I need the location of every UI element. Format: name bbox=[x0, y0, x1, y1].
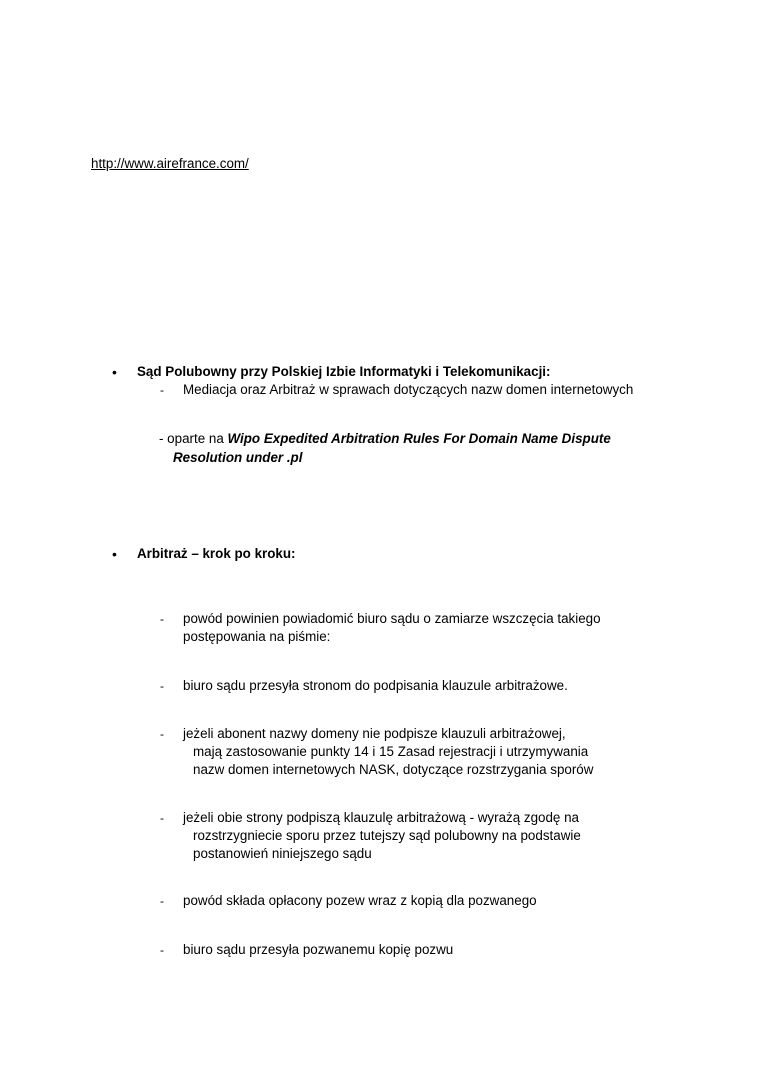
step-1-line-2: postępowania na piśmie: bbox=[183, 629, 331, 644]
item-mediacja: Mediacja oraz Arbitraż w sprawach dotyczących nazw domen internetowych bbox=[183, 382, 634, 397]
basis-rules-title-cont: Resolution under .pl bbox=[173, 450, 303, 465]
step-4-line-1: jeżeli obie strony podpiszą klauzulę arbitrażową - wyrażą zgodę na bbox=[183, 810, 579, 825]
heading-sad-polubowny: Sąd Polubowny przy Polskiej Izbie Informatyki i Telekomunikacji: bbox=[137, 364, 551, 379]
step-2-line-1: biuro sądu przesyła stronom do podpisania klauzule arbitrażowe. bbox=[183, 678, 568, 693]
basis-prefix: - oparte na bbox=[159, 431, 224, 446]
step-4-dash: - bbox=[160, 811, 164, 825]
airfrance-link[interactable]: http://www.airefrance.com/ bbox=[91, 156, 249, 171]
bullet-arbitraz: • bbox=[112, 546, 117, 562]
step-6-dash: - bbox=[160, 943, 164, 957]
bullet-sad-polubowny: • bbox=[112, 364, 117, 380]
basis-line-1 bbox=[159, 429, 611, 448]
step-1-line-1: powód powinien powiadomić biuro sądu o zamiarze wszczęcia takiego bbox=[183, 611, 601, 626]
basis-rules-title: Wipo Expedited Arbitration Rules For Domain Name Dispute bbox=[227, 431, 611, 446]
step-3-line-2: mają zastosowanie punkty 14 i 15 Zasad rejestracji i utrzymywania bbox=[193, 744, 589, 759]
heading-arbitraz: Arbitraż – krok po kroku: bbox=[137, 546, 296, 561]
step-3-line-1: jeżeli abonent nazwy domeny nie podpisze klauzuli arbitrażowej, bbox=[183, 726, 566, 741]
step-3-line-3: nazw domen internetowych NASK, dotyczące rozstrzygania sporów bbox=[193, 762, 594, 777]
step-2-dash: - bbox=[160, 679, 164, 693]
step-3-dash: - bbox=[160, 727, 164, 741]
step-6-line-1: biuro sądu przesyła pozwanemu kopię pozwu bbox=[183, 942, 454, 957]
step-4-line-3: postanowień niniejszego sądu bbox=[193, 846, 372, 861]
dash-mediacja: - bbox=[160, 383, 164, 397]
step-5-line-1: powód składa opłacony pozew wraz z kopią dla pozwanego bbox=[183, 893, 537, 908]
step-4-line-2: rozstrzygniecie sporu przez tutejszy sąd polubowny na podstawie bbox=[193, 828, 581, 843]
step-1-dash: - bbox=[160, 612, 164, 626]
step-5-dash: - bbox=[160, 894, 164, 908]
